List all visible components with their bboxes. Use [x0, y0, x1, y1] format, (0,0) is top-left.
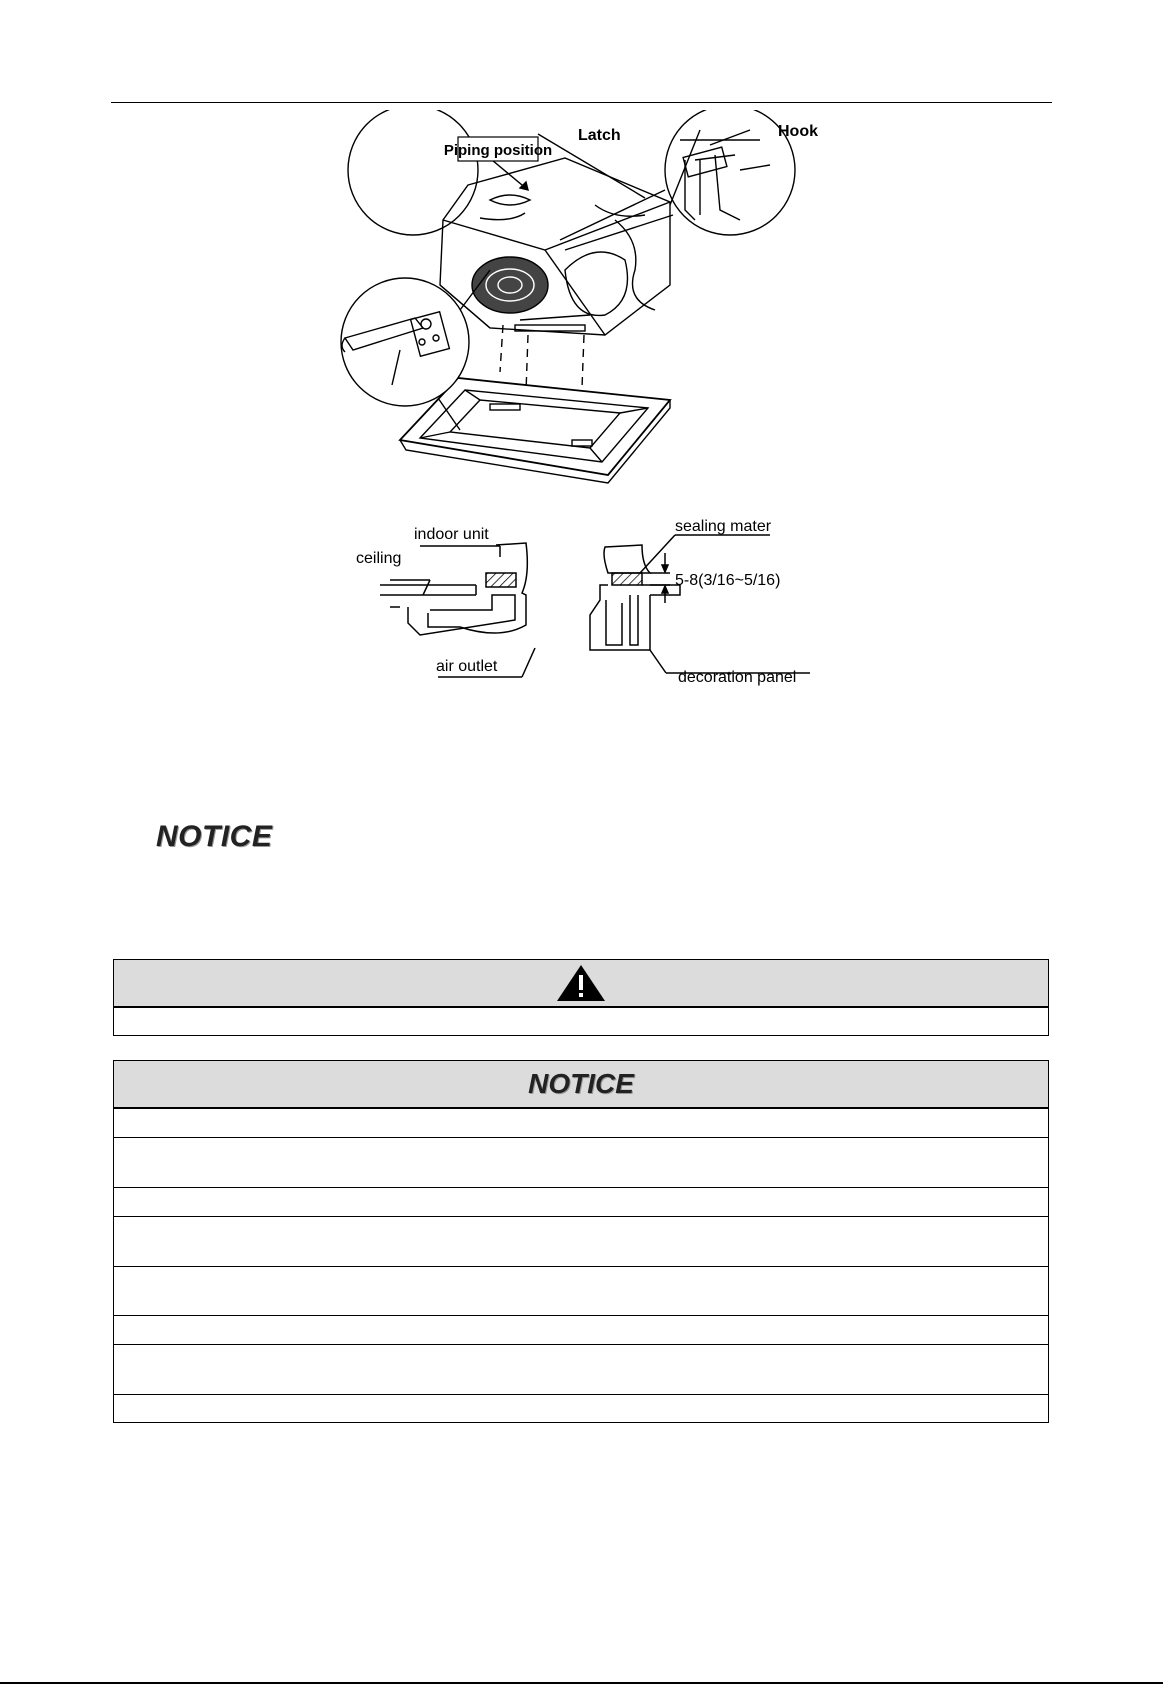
notice-row — [114, 1137, 1048, 1187]
warning-table — [113, 959, 1049, 1036]
notice-heading: NOTICE — [156, 820, 273, 853]
indoor-unit-label: indoor unit — [414, 526, 489, 543]
decoration-panel-label: decoration panel — [678, 669, 797, 686]
notice-table-title: NOTICE — [528, 1068, 634, 1099]
warning-row — [114, 1007, 1048, 1035]
notice-row — [114, 1344, 1048, 1394]
piping-position-label: Piping position — [443, 142, 553, 159]
warning-triangle-icon — [555, 963, 607, 1003]
notice-row — [114, 1394, 1048, 1422]
warning-table-header — [114, 960, 1048, 1007]
sealing-mater-label: sealing mater — [675, 518, 772, 535]
notice-row — [114, 1108, 1048, 1137]
notice-table — [113, 1060, 1049, 1423]
ceiling-label: ceiling — [356, 550, 402, 567]
notice-row — [114, 1187, 1048, 1216]
panel-installation-figure — [340, 110, 830, 485]
notice-table-header — [114, 1061, 1048, 1108]
air-outlet-label: air outlet — [436, 658, 498, 675]
sealing-section-figure — [350, 515, 820, 695]
notice-row — [114, 1315, 1048, 1344]
footer-rule — [0, 1682, 1163, 1684]
notice-row — [114, 1266, 1048, 1315]
hook-label: Hook — [778, 123, 818, 140]
latch-label: Latch — [578, 127, 621, 144]
header-rule — [111, 102, 1052, 103]
gap-dimension-label: 5-8(3/16~5/16) — [675, 572, 781, 589]
notice-row — [114, 1216, 1048, 1266]
